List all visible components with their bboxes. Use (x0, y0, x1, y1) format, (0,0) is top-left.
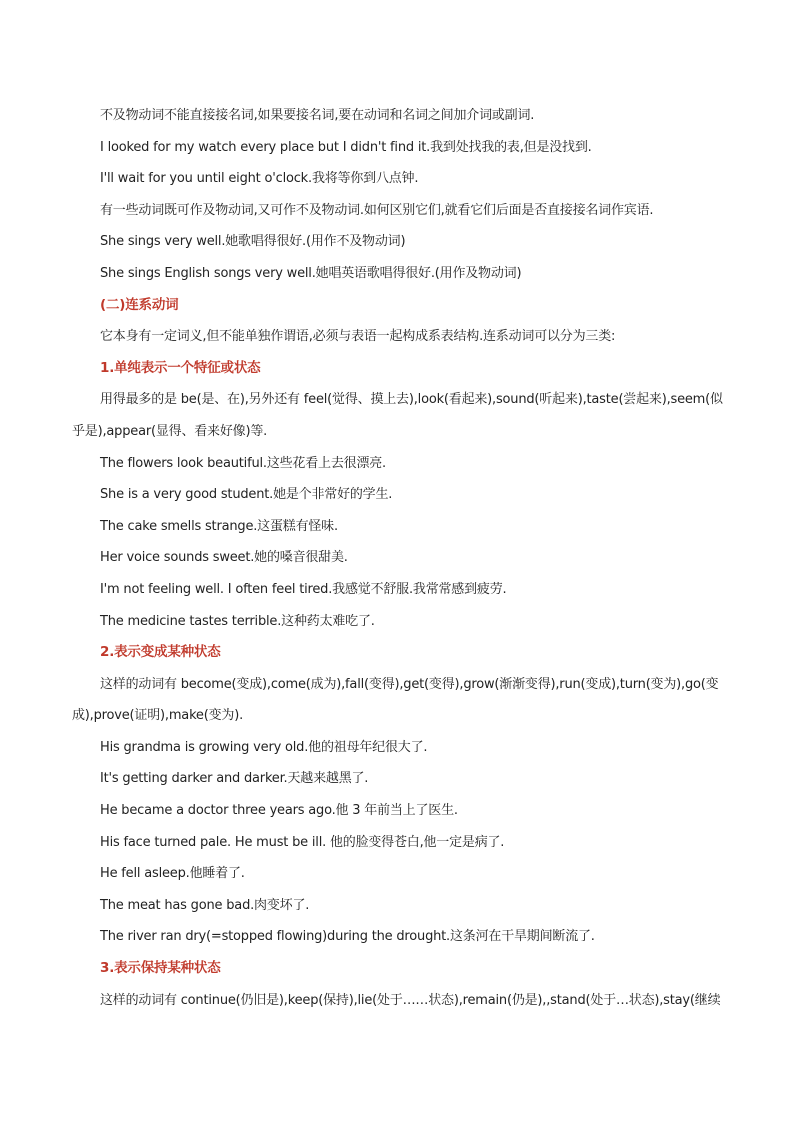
paragraph-line: 这样的动词有 become(变成),come(成为),fall(变得),get(变得),grow(渐渐变得),run(变成),turn(变为),go(变 (100, 676, 719, 692)
paragraph-line: 不及物动词不能直接接名词,如果要接名词,要在动词和名词之间加介词或副词. (100, 108, 535, 123)
paragraph-continuation: 成),prove(证明),make(变为). (72, 708, 244, 724)
paragraph-line: The river ran dry(=stopped flowing)during the drought.这条河在干旱期间断流了. (100, 929, 595, 945)
paragraph-line: His grandma is growing very old.他的祖母年纪很大了. (100, 739, 428, 755)
paragraph-line: I looked for my watch every place but I didn't find it.我到处找我的表,但是没找到. (100, 139, 592, 155)
paragraph-line: The meat has gone bad.肉变坏了. (100, 897, 310, 913)
paragraph-line: He fell asleep.他睡着了. (100, 866, 245, 882)
paragraph-line: His face turned pale. He must be ill. 他的脸变得苍白,他一定是病了. (100, 834, 505, 850)
paragraph-line: The medicine tastes terrible.这种药太难吃了. (100, 613, 375, 629)
paragraph-line: 有一些动词既可作及物动词,又可作不及物动词.如何区别它们,就看它们后面是否直接接名词作宾语. (100, 202, 654, 218)
paragraph-line: 它本身有一定词义,但不能单独作谓语,必须与表语一起构成系表结构.连系动词可以分为三类: (100, 329, 616, 345)
paragraph-line: The cake smells strange.这蛋糕有怪味. (100, 518, 338, 534)
paragraph-line: She sings English songs very well.她唱英语歌唱得很好.(用作及物动词) (100, 265, 522, 281)
section-heading: (二)连系动词 (100, 296, 179, 313)
document-body (72, 100, 724, 1016)
paragraph-line: 用得最多的是 be(是、在),另外还有 feel(觉得、摸上去),look(看起来),sound(听起来),taste(尝起来),seem(似 (100, 392, 723, 408)
paragraph-line: He became a doctor three years ago.他 3 年前当上了医生. (100, 803, 458, 819)
paragraph-line: Her voice sounds sweet.她的嗓音很甜美. (100, 550, 348, 566)
paragraph-continuation: 乎是),appear(显得、看来好像)等. (72, 423, 268, 439)
paragraph-line: I'll wait for you until eight o'clock.我将等你到八点钟. (100, 171, 419, 187)
paragraph-line: It's getting darker and darker.天越来越黑了. (100, 771, 369, 787)
paragraph-line: She sings very well.她歌唱得很好.(用作不及物动词) (100, 234, 406, 250)
paragraph-line: 这样的动词有 continue(仍旧是),keep(保持),lie(处于……状态),remain(仍是),,stand(处于…状态),stay(继续 (100, 992, 721, 1008)
paragraph-line: She is a very good student.她是个非常好的学生. (100, 487, 393, 503)
section-heading: 2.表示变成某种状态 (100, 644, 221, 661)
section-heading: 1.单纯表示一个特征或状态 (100, 359, 261, 376)
section-heading: 3.表示保持某种状态 (100, 960, 221, 977)
paragraph-line: I'm not feeling well. I often feel tired.我感觉不舒服.我常常感到疲劳. (100, 581, 507, 597)
paragraph-line: The flowers look beautiful.这些花看上去很漂亮. (100, 455, 386, 471)
